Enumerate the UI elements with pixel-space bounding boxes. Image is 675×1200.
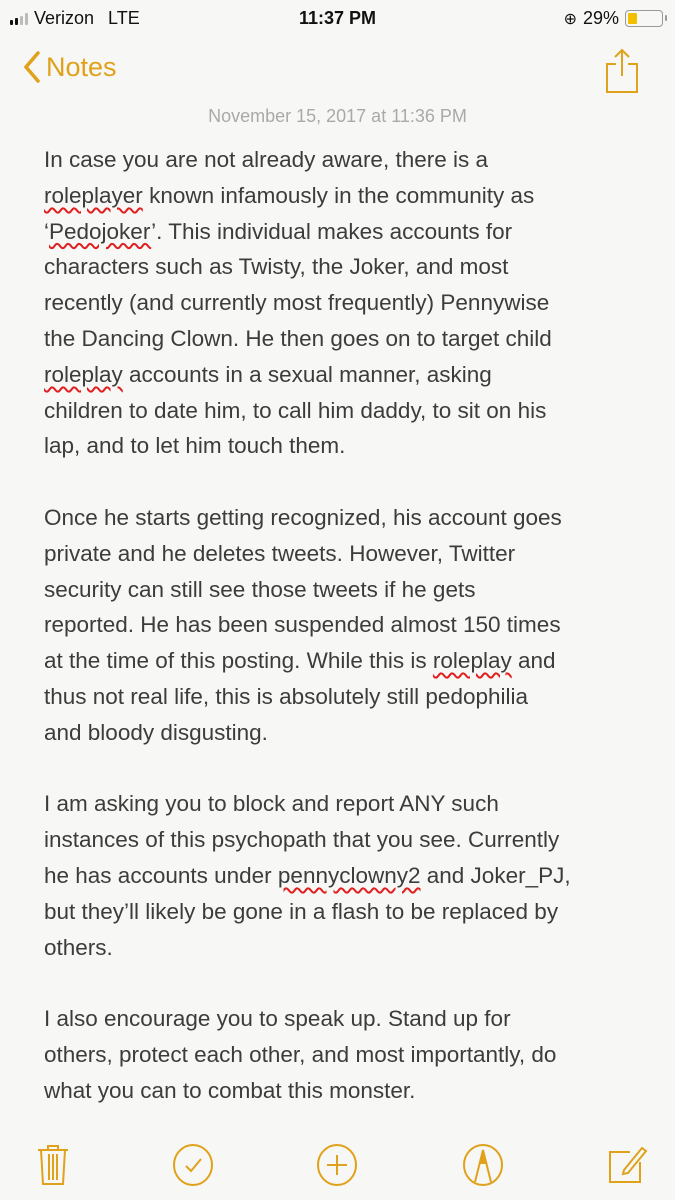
text-segment: others. [44,934,113,960]
note-date: November 15, 2017 at 11:36 PM [208,106,467,126]
bottom-toolbar [0,1130,675,1200]
text-segment: recently (and currently most frequently) Pennywise [44,290,550,316]
back-label: Notes [46,51,117,82]
text-segment: and bloody disgusting. [44,719,268,745]
note-paragraph [44,786,655,965]
note-line [44,285,655,321]
note-paragraph [44,1001,655,1108]
trash-icon[interactable] [30,1142,76,1188]
text-segment: I am asking you to block and report ANY such [44,791,499,817]
text-segment: and Joker_PJ, [420,862,571,888]
note-body[interactable] [44,142,655,1144]
note-line [44,178,655,214]
note-line [44,428,655,464]
misspelled-word[interactable]: roleplay [44,361,123,387]
checklist-icon[interactable] [170,1142,216,1188]
text-segment: others, protect each other, and most importantly, do [44,1041,557,1067]
add-icon[interactable] [314,1142,360,1188]
rotation-lock-icon: ⊕ [563,10,577,28]
compose-icon[interactable] [604,1142,650,1188]
back-button[interactable] [22,50,117,84]
text-segment: ’. This individual makes accounts for [151,218,513,244]
text-segment: ‘ [44,218,49,244]
misspelled-word[interactable]: Pedojoker [49,218,152,244]
note-line [44,357,655,393]
text-segment: known infamously in the community as [142,182,535,208]
status-bar [0,0,675,36]
note-line [44,393,655,429]
note-line [44,679,655,715]
text-segment: characters such as Twisty, the Joker, and most [44,254,509,280]
clock: 11:37 PM [298,8,377,28]
note-line [44,715,655,751]
text-segment: instances of this psychopath that you see. Currently [44,827,560,853]
note-line [44,536,655,572]
note-line [44,572,655,608]
text-segment: thus not real life, this is absolutely still pedophilia [44,683,529,709]
text-segment: children to date him, to call him daddy, to sit on his [44,397,547,423]
misspelled-word[interactable]: roleplay [432,648,512,674]
text-segment: private and he deletes tweets. However, Twitter [44,540,516,566]
text-segment: In case you are not already aware, there is a [44,147,489,172]
note-line [44,894,655,930]
note-line [44,1037,655,1073]
note-line [44,142,655,178]
text-segment: reported. He has been suspended almost 150 times [44,612,561,638]
note-line [44,214,655,250]
text-segment: he has accounts under [44,862,278,888]
chevron-left-icon [22,50,42,84]
text-segment: at the time of this posting. While this is [44,648,433,674]
text-segment: accounts in a sexual manner, asking [122,361,492,387]
note-line [44,858,655,894]
text-segment: and [511,648,556,674]
nav-bar [0,44,675,98]
note-line [44,643,655,679]
note-line [44,1073,655,1109]
text-segment: security can still see those tweets if he gets [44,576,476,602]
battery-percent: 29% [582,8,619,28]
note-paragraph [44,142,655,464]
misspelled-word[interactable]: pennyclowny2 [277,862,421,888]
carrier: Verizon [34,8,95,28]
battery-icon [625,10,663,27]
share-icon[interactable] [605,48,639,94]
markup-icon[interactable] [460,1142,506,1188]
network: LTE [108,8,140,28]
note-line [44,249,655,285]
note-line [44,930,655,966]
note-line [44,607,655,643]
text-segment: Once he starts getting recognized, his account goes [44,504,562,530]
note-line [44,500,655,536]
text-segment: lap, and to let him touch them. [44,433,346,459]
text-segment: the Dancing Clown. He then goes on to target child [44,325,552,351]
text-segment: but they’ll likely be gone in a flash to be replaced by [44,898,559,924]
note-line [44,786,655,822]
note-line [44,1001,655,1037]
note-line [44,321,655,357]
text-segment: I also encourage you to speak up. Stand up for [44,1006,511,1032]
note-paragraph [44,500,655,751]
text-segment: what you can to combat this monster. [44,1077,416,1103]
misspelled-word[interactable]: roleplayer [44,182,143,208]
note-line [44,822,655,858]
